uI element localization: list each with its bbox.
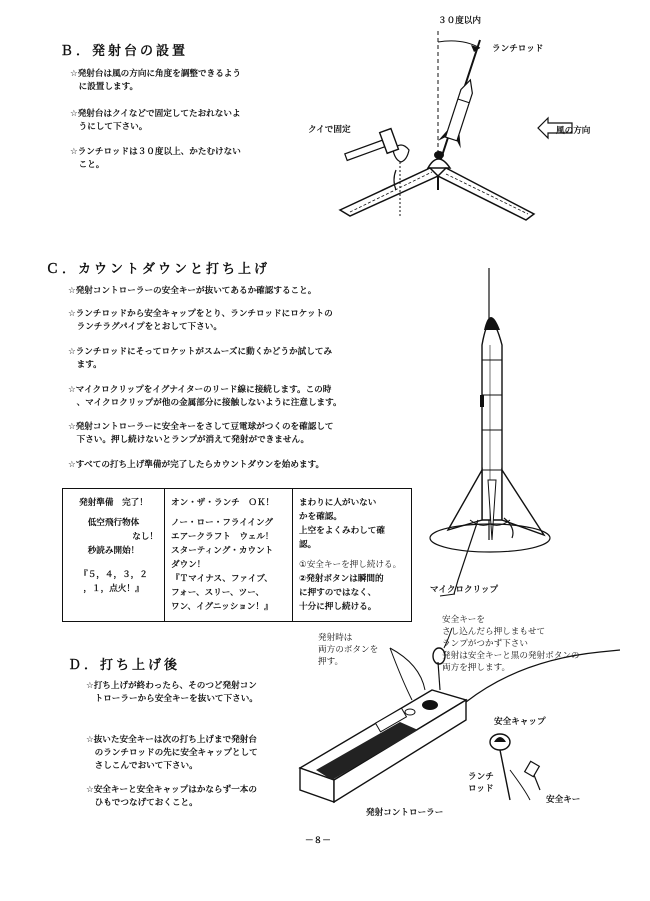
section-c-heading: Ｃ．カウントダウンと打ち上げ (46, 262, 271, 277)
section-b-item-1: ☆発射台は風の方向に角度を調整できるよう に設置します。 (70, 69, 241, 92)
section-d-item-2: ☆抜いた安全キーは次の打ち上げまで発射台 のランチロッドの先に安全キャップとして さしこんでおいて下さい。 (86, 735, 258, 771)
section-d-item-1: ☆打ち上げが終わったら、そのつど発射コン トローラーから安全キーを抜いて下さい。 (86, 681, 258, 704)
section-c-item-3: ☆ランチロッドにそってロケットがスムーズに動くかどうか試してみ ます。 (68, 347, 333, 370)
launch-rod-label-d: ランチ ロッド (468, 772, 494, 794)
section-b-heading: Ｂ．発射台の設置 (60, 44, 189, 59)
section-c-item-2: ☆ランチロッドから安全キャップをとり、ランチロッドにロケットの ランチラグパイプをとおして下さい。 (68, 309, 333, 332)
stake-label: クイで固定 (308, 125, 351, 135)
launch-rod-label: ランチロッド (492, 44, 544, 54)
countdown-col-checks: まわりに人がいない かを確認。 上空をよくみわして確 認。 ①安全キーを押し続ける。 ②発射ボタンは瞬間的 に押すのではなく、 十分に押し続ける。 (293, 489, 412, 622)
micro-clip-label: マイクロクリップ (430, 585, 499, 595)
safety-key-label: 安全キー (546, 795, 581, 805)
angle-label: ３０度以内 (438, 16, 481, 26)
section-b-item-3: ☆ランチロッドは３０度以上、かたむけない こと。 (70, 147, 241, 170)
section-c-item-1: ☆発射コントローラーの安全キーが抜いてあるか確認すること。 (68, 286, 317, 296)
page-number: －８－ (305, 836, 331, 846)
countdown-col-japanese: 発射準備 完了！ 低空飛行物体 なし！ 秒読み開始！ 『５，４，３，２ ，１，点火！』 (63, 489, 165, 622)
section-c-item-4: ☆マイクロクリップをイグナイターのリード線に接続します。この時 、マイクロクリップが他の金属部分に接触しないように注意します。 (68, 385, 342, 408)
section-d-heading: Ｄ．打ち上げ後 (68, 658, 181, 673)
section-c-item-5: ☆発射コントローラーに安全キーをさして豆電球がつくのを確認して 下さい。押し続けないとランプが消えて発射ができません。 (68, 422, 334, 445)
safety-cap-label: 安全キャップ (494, 717, 546, 727)
controller-label: 発射コントローラー (366, 808, 444, 818)
wind-direction-label: 風の方向 (556, 126, 591, 136)
note-right: 安全キーを さし込んだら押しまもせて ランプがつかず下さい 発射は安全キーと黒の発射ボタンの 両方を押します。 (442, 615, 580, 673)
section-c-item-6: ☆すべての打ち上げ準備が完了したらカウントダウンを始めます。 (68, 460, 325, 470)
section-b-item-2: ☆発射台はクイなどで固定してたおれないよ うにして下さい。 (70, 109, 241, 132)
note-left: 発射時は 両方のボタンを 押す。 (318, 633, 379, 667)
section-d-item-3: ☆安全キーと安全キャップはかならず一本の ひもでつなげておくこと。 (86, 785, 257, 808)
countdown-col-english: オン・ザ・ランチ ＯＫ！ ノー・ロー・フライイング エアークラフト ウェル！ スターティング・カウント ダウン！ 『Ｔマイナス、ファイブ、 フォー、スリー、ツー、 ワン、イグニッション！』 (165, 489, 293, 622)
